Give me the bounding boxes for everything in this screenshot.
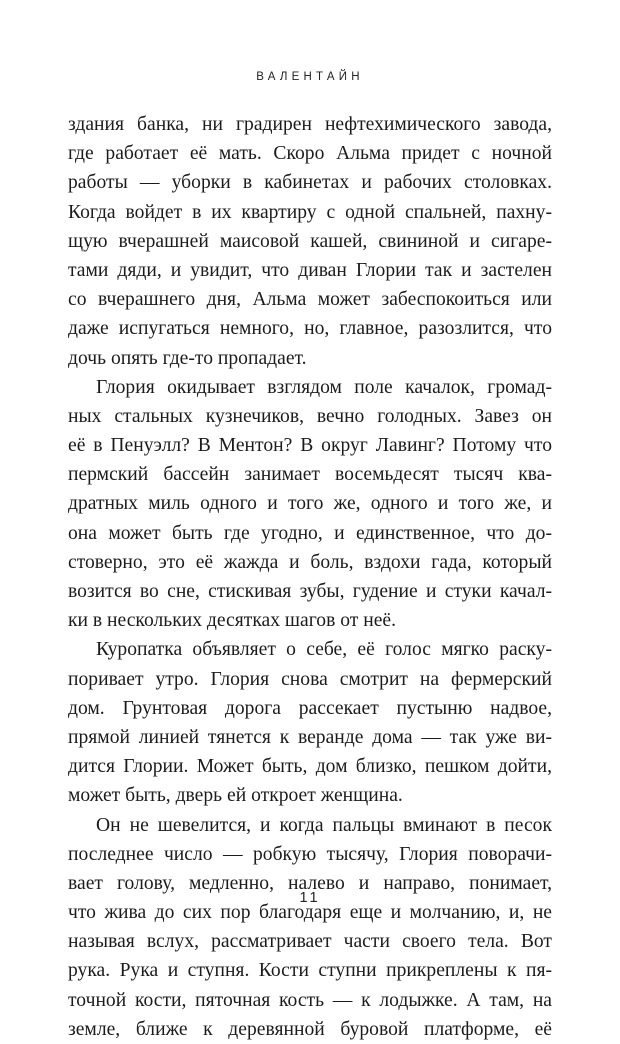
page-number: 11 [0,890,620,906]
running-head-title: ВАЛЕНТАЙН [0,71,620,83]
text-line: дится Глории. Может быть, дом близко, пешком дойти, [68,752,552,781]
text-line: работы — уборки в кабинетах и рабочих столовках. [68,168,552,197]
text-line: стоверно, это её жажда и боль, вздохи гада, который [68,548,552,577]
text-line: она может быть где угодно, и единственное, что до- [68,519,552,548]
text-line: щую вчерашней маисовой кашей, свининой и сигаре- [68,227,552,256]
text-line: точной кости, пяточная кость — к лодыжке. А там, на [68,986,552,1015]
text-line: тами дяди, и увидит, что диван Глории так и застелен [68,256,552,285]
text-line: где работает её мать. Скоро Альма придет с ночной [68,139,552,168]
text-line: здания банка, ни градирен нефтехимического завода, [68,110,552,139]
text-line: последнее число — робкую тысячу, Глория поворачи- [68,840,552,869]
text-line: со вчерашнего дня, Альма может забеспокоиться или [68,285,552,314]
text-line: земле, ближе к деревянной буровой платформе, её [68,1015,552,1044]
text-line: Он не шевелится, и когда пальцы вминают в песок [68,811,552,840]
text-line: называя вслух, рассматривает части своего тела. Вот [68,927,552,956]
text-line: Глория окидывает взглядом поле качалок, громад- [68,373,552,402]
text-line: даже испугаться немного, но, главное, разозлится, что [68,314,552,343]
paragraph [68,635,552,810]
text-line: что жива до сих пор благодаря еще и молчанию, и, не [68,898,552,927]
text-line: Когда войдет в их квартиру с одной спальней, пахну- [68,198,552,227]
paragraph [68,373,552,636]
text-line: дочь опять где-то пропадает. [68,344,552,373]
text-line: дом. Грунтовая дорога рассекает пустыню надвое, [68,694,552,723]
text-line: Куропатка объявляет о себе, её голос мягко раску- [68,635,552,664]
paragraph [68,811,552,1044]
text-line: поривает утро. Глория снова смотрит на фермерский [68,665,552,694]
text-line: может быть, дверь ей откроет женщина. [68,781,552,810]
text-line: её в Пенуэлл? В Ментон? В округ Лавинг? Потому что [68,431,552,460]
text-line: пермский бассейн занимает восемьдесят тысяч ква- [68,460,552,489]
text-line: рука. Рука и ступня. Кости ступни прикреплены к пя- [68,956,552,985]
text-line: вает голову, медленно, налево и направо, понимает, [68,869,552,898]
text-line: ных стальных кузнечиков, вечно голодных. Завез он [68,402,552,431]
paragraph [68,110,552,373]
text-line: ки в нескольких десятках шагов от неё. [68,606,552,635]
text-line: дратных миль одного и того же, одного и того же, и [68,489,552,518]
text-line: прямой линией тянется к веранде дома — так уже ви- [68,723,552,752]
text-line: возится во сне, стискивая зубы, гудение и стуки качал- [68,577,552,606]
